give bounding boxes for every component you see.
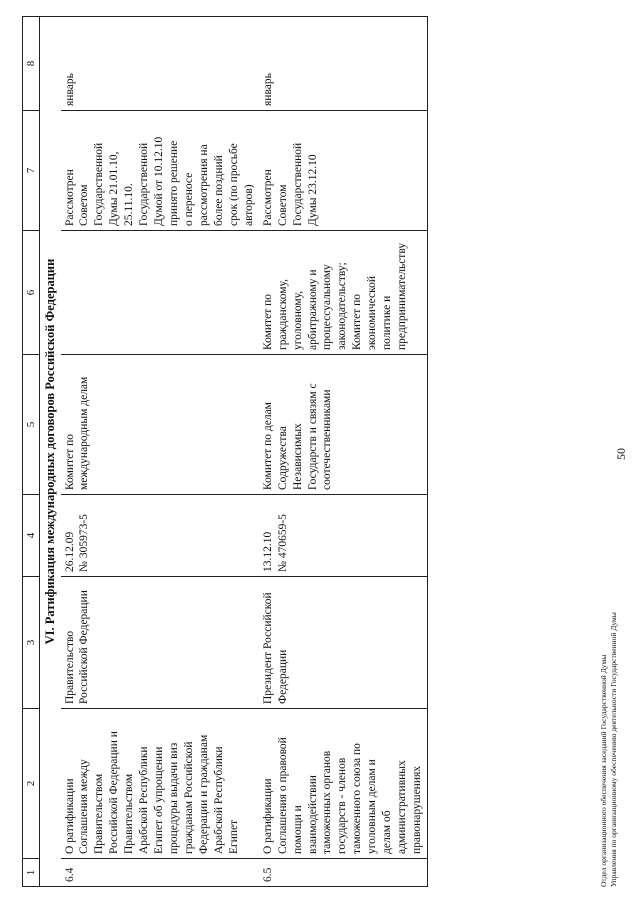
column-number: 5 [23, 355, 40, 495]
row-number: 6.5 [261, 867, 274, 882]
page-footer [599, 612, 619, 887]
column-number: 4 [23, 495, 40, 577]
bill-initiator: Президент Российской Федерации [261, 592, 289, 704]
bill-status: Рассмотрен Советом Государственной Думы 23.12.10 [261, 142, 319, 226]
bill-schedule-table [22, 16, 428, 887]
column-number: 3 [23, 577, 40, 709]
bill-submission: 26.12.09 № 305973-5 [63, 514, 91, 572]
bill-status: Рассмотрен Советом Государственной Думы 21.01.10, 25.11.10. Государственной Думой от 10.12.10 принято решение о переносе рассмотрения на более поздний срок (по просьбе авторов) [63, 136, 255, 226]
bill-term: январь [261, 73, 274, 106]
page-number: 50 [614, 448, 628, 460]
column-number: 7 [23, 111, 40, 231]
footer-line: Отдел организационного обеспечения заседаний Государственной Думы [599, 654, 608, 887]
co-committee: Комитет по гражданскому, уголовному, арбитражному и процессуальному законодательству; Комитет по экономической политике и предпринимательству [261, 242, 409, 350]
bill-title: О ратификации Соглашения о правовой помощи и взаимодействии таможенных органов государств - членов таможенного союза по уголовным делам и делам об административных правонарушениях [261, 737, 424, 854]
table-row [259, 17, 428, 887]
row-number: 6.4 [63, 867, 76, 882]
column-number: 1 [23, 859, 40, 887]
bill-title: О ратификации Соглашения между Правительством Российской Федерации и Правительством Арабской Республики Египет об упрощении процедуры выдачи виз гражданам Российской Федерации и гражданам Арабской Республики Египет [63, 731, 240, 854]
bill-initiator: Правительство Российской Федерации [63, 590, 91, 704]
bill-term: январь [63, 73, 76, 106]
responsible-committee: Комитет по делам Содружества Независимых Государств и связям с соотечественниками [261, 383, 334, 490]
column-number-row [23, 17, 40, 887]
bill-submission: 13.12.10 № 470659-5 [261, 514, 289, 572]
column-number: 6 [23, 231, 40, 355]
column-number: 2 [23, 709, 40, 859]
footer-line: Управления по организационному обеспечению деятельности Государственной Думы [608, 612, 618, 887]
responsible-committee: Комитет по международным делам [63, 376, 91, 490]
column-number: 8 [23, 17, 40, 111]
section-heading-row [40, 17, 61, 887]
section-title: VI. Ратификация международных договоров Российской Федерации [40, 17, 61, 887]
table-row [61, 17, 259, 887]
